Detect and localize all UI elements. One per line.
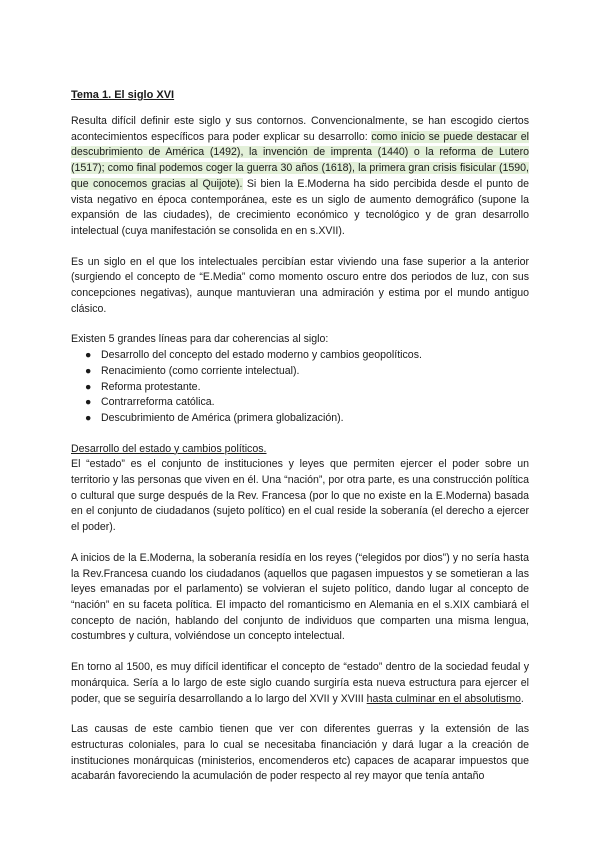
bullet-icon: ● [85, 411, 92, 424]
paragraph-5: En torno al 1500, es muy difícil identificar el concepto de “estado” dentro de la sociedad feudal y monárquica. Sería a lo largo de este siglo cuando surgiría esta nueva estructura para ejercer el poder, que se seguiría desarrollando a lo largo del XVII y XVIII hasta culminar en el absolutismo. [71, 661, 529, 705]
bullet-icon: ● [85, 396, 92, 409]
intro-paragraph [71, 114, 529, 240]
bullet-icon: ● [85, 349, 92, 362]
paragraph-4: A inicios de la E.Moderna, la soberanía residía en los reyes (“elegidos por dios”) y no sería hasta la Rev.Francesa cuando los ciudadanos (aquellos que pagasen impuestos y se sometieran a las leyes emanadas por el parlamento) se volvieran el sujeto político, dando lugar al concepto de “nación” en su faceta política. El impacto del romanticismo en Alemania en el s.XIX cambiará el concepto de nación, hablando del conjunto de individuos que comparten una misma lengua, costumbres y cultura, volviéndose un concepto intelectual. [71, 551, 529, 643]
intro-text-post: Si bien la E.Moderna ha sido percibida desde el punto de vista negativo en época contemporánea, este es un siglo de aumento demográfico (supone la expansión de las ciudades), de crecimiento económico y tecnológico y de gran desarrollo intelectual (cuya manifestación se consolida en en s.XVII). [71, 177, 529, 237]
paragraph-6: Las causas de este cambio tienen que ver con diferentes guerras y la extensión de las estructuras coloniales, para lo cual se necesitaba financiación y dará lugar a la creación de instituciones monárquicas (ministerios, encomenderos etc) capaces de acaparar impuestos que acabarán favoreciendo la acumulación de poder respecto al rey mayor que tenía antaño [71, 723, 529, 783]
list-item: ● Descubrimiento de América (primera globalización). [101, 411, 529, 427]
lines-intro: Existen 5 grandes líneas para dar coherencias al siglo: [71, 333, 329, 346]
list-item: ● Renacimiento (como corriente intelectual). [101, 364, 529, 380]
bullet-icon: ● [85, 380, 92, 393]
list-item: ● Reforma protestante. [101, 380, 529, 396]
list-item: ● Desarrollo del concepto del estado moderno y cambios geopolíticos. [101, 348, 529, 364]
section-heading: Desarrollo del estado y cambios políticos. [71, 442, 267, 455]
paragraph-2: Es un siglo en el que los intelectuales percibían estar viviendo una fase superior a la anterior (surgiendo el concepto de “E.Media” como momento oscuro entre dos periodos de luz, con sus concepciones negativas), aunque mantuvieran una admiración y estima por el mundo antiguo clásico. [71, 255, 529, 315]
bullet-list [71, 348, 529, 427]
highlighted-text: como inicio se puede destacar el descubrimiento de América (1492), la invención de imprenta (1440) o la reforma de Lutero (1517); como final podemos coger la guerra 30 años (1618), la primera gran crisis fisicular (1590, que conocemos gracias al Quijote). [71, 130, 529, 190]
list-item: ● Contrarreforma católica. [101, 395, 529, 411]
underlined-text: hasta culminar en el absolutismo [366, 692, 521, 705]
bullet-icon: ● [85, 364, 92, 377]
paragraph-3: El “estado” es el conjunto de instituciones y leyes que permiten ejercer el poder sobre un territorio y las personas que viven en él. Una “nación”, por otra parte, es una construcción política o cultural que surge después de la Rev. Francesa (por lo que no existe en la E.Moderna) basada en el conjunto de ciudadanos (sujeto político) en el cual reside la soberanía (el derecho a ejercer el poder). [71, 458, 529, 534]
page-title: Tema 1. El siglo XVI [71, 89, 175, 101]
intro-text-pre: Resulta difícil definir este siglo y sus contornos. Convencionalmente, se han escogido ciertos acontecimientos específicos para poder explicar su desarrollo: [71, 115, 529, 143]
